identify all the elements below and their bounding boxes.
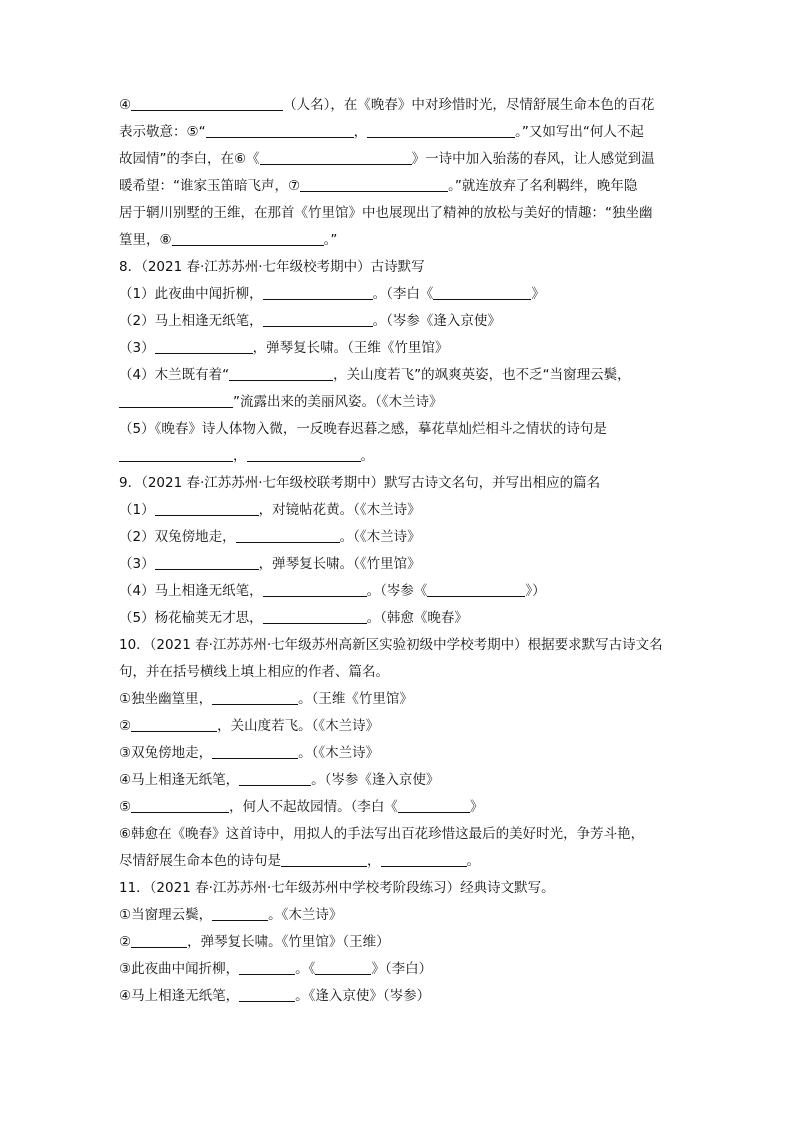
question-8-header: 8．（2021 春·江苏苏州·七年级校考期中）古诗默写 [119, 259, 425, 275]
text: 。（王维《竹里馆》 [298, 691, 413, 707]
q9-item-1 [119, 497, 689, 524]
text: （4）马上相逢无纸笔， [119, 583, 263, 599]
answer-blank[interactable] [155, 338, 253, 354]
answer-blank[interactable] [239, 986, 295, 1002]
passage-line-5: 居于辋川别墅的王维，在那首《竹里馆》中也展现出了精神的放松与美好的情趣：“独坐幽 [119, 205, 653, 221]
answer-blank[interactable] [433, 284, 531, 300]
answer-blank[interactable] [263, 608, 367, 624]
answer-blank[interactable] [229, 365, 333, 381]
text: 。 [360, 448, 374, 464]
q8-item-4 [119, 362, 689, 389]
answer-blank[interactable] [381, 851, 467, 867]
text: ，何人不起故园情。（李白《 [229, 799, 398, 815]
text: （3） [119, 340, 155, 356]
answer-blank[interactable] [131, 95, 283, 111]
text: ①独坐幽篁里， [119, 691, 213, 707]
text: ，弹琴复长啸。《竹里馆》（王维） [187, 934, 390, 950]
answer-blank[interactable] [206, 122, 354, 138]
text: 尽情舒展生命本色的诗句是 [119, 853, 281, 869]
answer-blank[interactable] [131, 716, 217, 732]
passage-line-4 [119, 173, 689, 200]
answer-blank[interactable] [367, 122, 515, 138]
text: ⑤ [119, 799, 132, 815]
passage-line-1 [119, 92, 689, 119]
text: ，对镜帖花黄。（《木兰诗》 [258, 502, 421, 518]
answer-blank[interactable] [236, 527, 340, 543]
text: 。（李白《 [372, 286, 434, 302]
answer-blank[interactable] [212, 689, 298, 705]
text: ② [119, 718, 132, 734]
text: 。《逢入京使》（岑参） [295, 988, 431, 1004]
text: ④马上相逢无纸笔， [119, 772, 240, 788]
q10-item-6-cont [119, 848, 689, 875]
text: ③双兔傍地走， [119, 745, 213, 761]
answer-blank[interactable] [398, 797, 470, 813]
q8-item-4-cont [119, 389, 689, 416]
text: 。”又如写出“何人不起 [515, 124, 644, 140]
text: ， [367, 853, 381, 869]
q11-item-3 [119, 956, 689, 983]
text: （人名），在《晚春》中对珍惜时光，尽情舒展生命本色的百花 [283, 97, 655, 113]
q9-item-5 [119, 605, 689, 632]
text: 。” [323, 232, 338, 248]
text: （2）双兔傍地走， [119, 529, 236, 545]
text: 篁里，⑧ [119, 232, 172, 248]
text: （5）杨花榆荚无才思， [119, 610, 263, 626]
text: 》） [525, 583, 546, 599]
text: 。（《木兰诗》 [339, 529, 421, 545]
q10-item-1 [119, 686, 689, 713]
text: ③此夜曲中闻折柳， [119, 961, 240, 977]
text: （4）木兰既有着“ [119, 367, 230, 383]
q10-item-6: ⑥韩愈在《晚春》这首诗中，用拟人的手法写出百花珍惜这最后的美好时光，争芳斗艳， [119, 826, 645, 842]
answer-blank[interactable] [263, 284, 373, 300]
q8-item-3 [119, 335, 689, 362]
answer-blank[interactable] [131, 797, 229, 813]
text: 。《 [295, 961, 316, 977]
text: 。”就连放弃了名利羁绊，晚年隐 [448, 178, 638, 194]
text: 》 [531, 286, 545, 302]
q10-item-5 [119, 794, 689, 821]
text: 。（岑参《逢入京使》 [372, 313, 501, 329]
question-10-header: 10．（2021 春·江苏苏州·七年级苏州高新区实验初级中学校考期中）根据要求默写古诗文名 [119, 637, 663, 653]
answer-blank[interactable] [247, 446, 361, 462]
text: ，关山度若飞”的飒爽英姿，也不乏“当窗理云鬓， [333, 367, 631, 383]
text: 故园情”的李白，在⑥《 [119, 151, 260, 167]
answer-blank[interactable] [119, 392, 233, 408]
question-10-header-cont: 句，并在括号横线上填上相应的作者、篇名。 [119, 664, 389, 680]
q11-item-2 [119, 929, 689, 956]
text: ”流露出来的美丽风姿。（《木兰诗》 [233, 394, 443, 410]
text: ④ [119, 97, 132, 113]
answer-blank[interactable] [172, 230, 324, 246]
answer-blank[interactable] [239, 959, 295, 975]
text: 》一诗中加入骀荡的春风，让人感觉到温 [411, 151, 655, 167]
text: 》（李白） [371, 961, 433, 977]
q11-item-4 [119, 983, 689, 1010]
text: 。（《木兰诗》 [298, 745, 380, 761]
text: ， [353, 124, 368, 140]
passage-line-2 [119, 119, 689, 146]
answer-blank[interactable] [239, 770, 311, 786]
text: （1） [119, 502, 155, 518]
text: ，关山度若飞。（《木兰诗》 [217, 718, 380, 734]
text: 。《木兰诗》 [268, 907, 343, 923]
text: 。（岑参《 [366, 583, 428, 599]
q11-item-1 [119, 902, 689, 929]
q8-item-5: （5）《晚春》诗人体物入微，一反晚春迟暮之感，摹花草灿烂相斗之情状的诗句是 [119, 421, 607, 437]
question-11-header: 11．（2021 春·江苏苏州·七年级苏州中学校考阶段练习）经典诗文默写。 [119, 880, 555, 896]
text: ①当窗理云鬓， [119, 907, 213, 923]
answer-blank[interactable] [155, 554, 259, 570]
text: （2）马上相逢无纸笔， [119, 313, 263, 329]
q10-item-3 [119, 740, 689, 767]
text: ， [233, 448, 247, 464]
text: （3） [119, 556, 155, 572]
document-page [119, 92, 689, 1010]
text: ④马上相逢无纸笔， [119, 988, 240, 1004]
q10-item-4 [119, 767, 689, 794]
answer-blank[interactable] [155, 500, 259, 516]
passage-line-6 [119, 227, 689, 254]
q10-item-2 [119, 713, 689, 740]
text: 。 [466, 853, 480, 869]
answer-blank[interactable] [212, 743, 298, 759]
answer-blank[interactable] [315, 959, 371, 975]
q9-item-2 [119, 524, 689, 551]
q9-item-4 [119, 578, 689, 605]
text: （1）此夜曲中闻折柳， [119, 286, 263, 302]
text: 。（岑参《逢入京使》 [311, 772, 440, 788]
answer-blank[interactable] [212, 905, 268, 921]
answer-blank[interactable] [263, 581, 367, 597]
text: ，弹琴复长啸。（王维《竹里馆》 [252, 340, 449, 356]
text: 。（韩愈《晚春》 [366, 610, 468, 626]
text: 表示敬意：⑤“ [119, 124, 206, 140]
answer-blank[interactable] [281, 851, 367, 867]
answer-blank[interactable] [427, 581, 525, 597]
text: 暖希望：“谁家玉笛暗飞声，⑦ [119, 178, 301, 194]
text: ，弹琴复长啸。（《竹里馆》 [258, 556, 421, 572]
text: ② [119, 934, 132, 950]
answer-blank[interactable] [119, 446, 233, 462]
answer-blank[interactable] [263, 311, 373, 327]
answer-blank[interactable] [260, 149, 412, 165]
q8-item-2 [119, 308, 689, 335]
q8-item-5-cont [119, 443, 689, 470]
q8-item-1 [119, 281, 689, 308]
answer-blank[interactable] [300, 176, 448, 192]
q9-item-3 [119, 551, 689, 578]
passage-line-3 [119, 146, 689, 173]
text: 》 [469, 799, 484, 815]
answer-blank[interactable] [131, 932, 187, 948]
question-9-header: 9．（2021 春·江苏苏州·七年级校联考期中）默写古诗文名句，并写出相应的篇名 [119, 475, 601, 491]
